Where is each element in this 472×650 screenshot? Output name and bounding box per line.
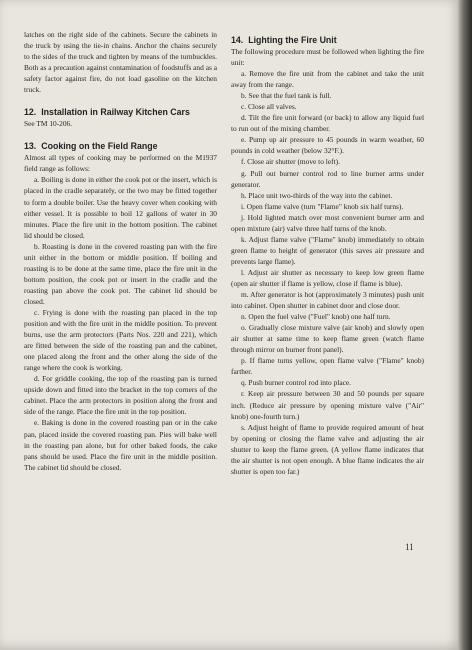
section-13-para-d: d. For griddle cooking, the top of the roasting pan is turned upside down and fitted into the bracket in the top corners of the cabinet. Place the arm protectors in position along the front and side of the range. Place the fire unit in the top position. [24, 374, 217, 417]
section-13-title: Cooking on the Field Range [41, 141, 158, 152]
section-14-title: Lighting the Fire Unit [248, 35, 337, 45]
left-column [24, 29, 217, 473]
intro-paragraph: latches on the right side of the cabinets. Secure the cabinets in the truck by using the tie-in chains. Anchor the chains securely to the sides of the truck and tighten by means of the turnbuckles. Both as a precaution against contamination of foodstuffs and as a safety factor against fire, do not load gasoline on the kitchen truck. [24, 30, 217, 95]
section-13-intro: Almost all types of cooking may be performed on the M1937 field range as follows: [24, 153, 217, 174]
section-13-para-a: a. Boiling is done in either the cook pot or the insert, which is placed in the cradle separately, or the two may be fitted together to form a double boiler. Use the heavy cover when cooking with either vessel. It is possible to boil 12 gallons of water in 30 minutes. Place the fire unit in the bottom position. The cabinet lid should be closed. [24, 175, 217, 240]
step-n: n. Open the fuel valve ("Fuel" knob) one half turn. [241, 312, 391, 322]
step-i: i. Open flame valve (turn "Flame" knob six half turns). [241, 201, 404, 211]
step-h: h. Place unit two-thirds of the way into the cabinet. [241, 190, 393, 200]
page-number: 11 [405, 542, 414, 552]
right-column [231, 34, 424, 477]
step-q: q. Push burner control rod into place. [241, 378, 352, 388]
step-p: p. If flame turns yellow, open flame valve ("Flame" knob) farther. [231, 356, 424, 377]
step-j: j. Hold lighted match over most convenient burner arm and open mixture (air) valve three half turns of the knob. [231, 212, 424, 233]
section-14-intro: The following procedure must be followed when lighting the fire unit: [231, 47, 424, 68]
section-13-para-e: e. Baking is done in the covered roasting pan or in the cake pan, placed inside the covered roasting pan. Pies will bake well in the roasting pan alone, but for other baked foods, the cake pans should be used. Place the fire unit in the middle position. The cabinet lid should be closed. [24, 418, 217, 472]
section-12-number: 12. [24, 107, 37, 118]
section-12-title: Installation in Railway Kitchen Cars [41, 107, 190, 118]
section-13-number: 13. [24, 141, 37, 152]
section-12-heading [24, 106, 217, 118]
step-g: g. Pull out burner control rod to line burner arms under generator. [231, 168, 424, 189]
page-edge [458, 0, 472, 650]
step-b: b. See that the fuel tank is full. [241, 91, 332, 101]
section-14-number: 14. [231, 35, 244, 45]
section-13-para-b: b. Roasting is done in the covered roasting pan with the fire unit either in the bottom or middle position. If boiling and roasting is to be done at the same time, place the fire unit in the bottom position, the cook pot or insert in the cradle and the roasting pan above the cook pot. The cabinet lid should be closed. [24, 241, 217, 306]
step-l: l. Adjust air shutter as necessary to keep low green flame (open air shutter if flame is yellow, close if flame is blue). [231, 267, 424, 288]
step-c: c. Close all valves. [241, 102, 297, 112]
step-f: f. Close air shutter (move to left). [241, 157, 340, 167]
step-e: e. Pump up air pressure to 45 pounds in warm weather, 60 pounds in cold weather (below 32°F.). [231, 135, 424, 156]
step-m: m. After generator is hot (approximately 3 minutes) push unit into cabinet. Open shutter in cabinet door and close door. [231, 290, 424, 311]
step-s: s. Adjust height of flame to provide required amount of heat by opening or closing the flame valve and adjusting the air shutter to keep the flame green. (A yellow flame indicates that the air shutter is not open enough. A blue flame indicates the air shutter is open too far.) [231, 422, 424, 476]
section-13-para-c: c. Frying is done with the roasting pan placed in the top position and with the fire unit in the middle position. To prevent burns, use the arm protectors (Parts Nos. 220 and 221), which are fitted between the side of the roasting pan and the cabinet, one placed along the front and the other along the side of the range where the cook is working. [24, 307, 217, 373]
section-12-text: See TM 10-206. [24, 119, 73, 129]
step-a: a. Remove the fire unit from the cabinet and take the unit away from the range. [231, 69, 424, 90]
step-d: d. Tilt the fire unit forward (or back) to allow any liquid fuel to run out of the mixing chamber. [231, 113, 424, 134]
step-k: k. Adjust flame valve ("Flame" knob) immediately to obtain green flame to height of generator (this saves air pressure and prevents large flame). [231, 234, 424, 266]
step-o: o. Gradually close mixture valve (air knob) and slowly open air shutter at same time to keep flame green (watch flame through mirror on burner front panel). [231, 323, 424, 355]
section-13-heading [24, 140, 217, 152]
section-14-heading [231, 34, 424, 46]
step-r: r. Keep air pressure between 30 and 50 pounds per square inch. (Reduce air pressure by opening mixture valve ("Air" knob) one-fourth turn.) [231, 389, 424, 421]
